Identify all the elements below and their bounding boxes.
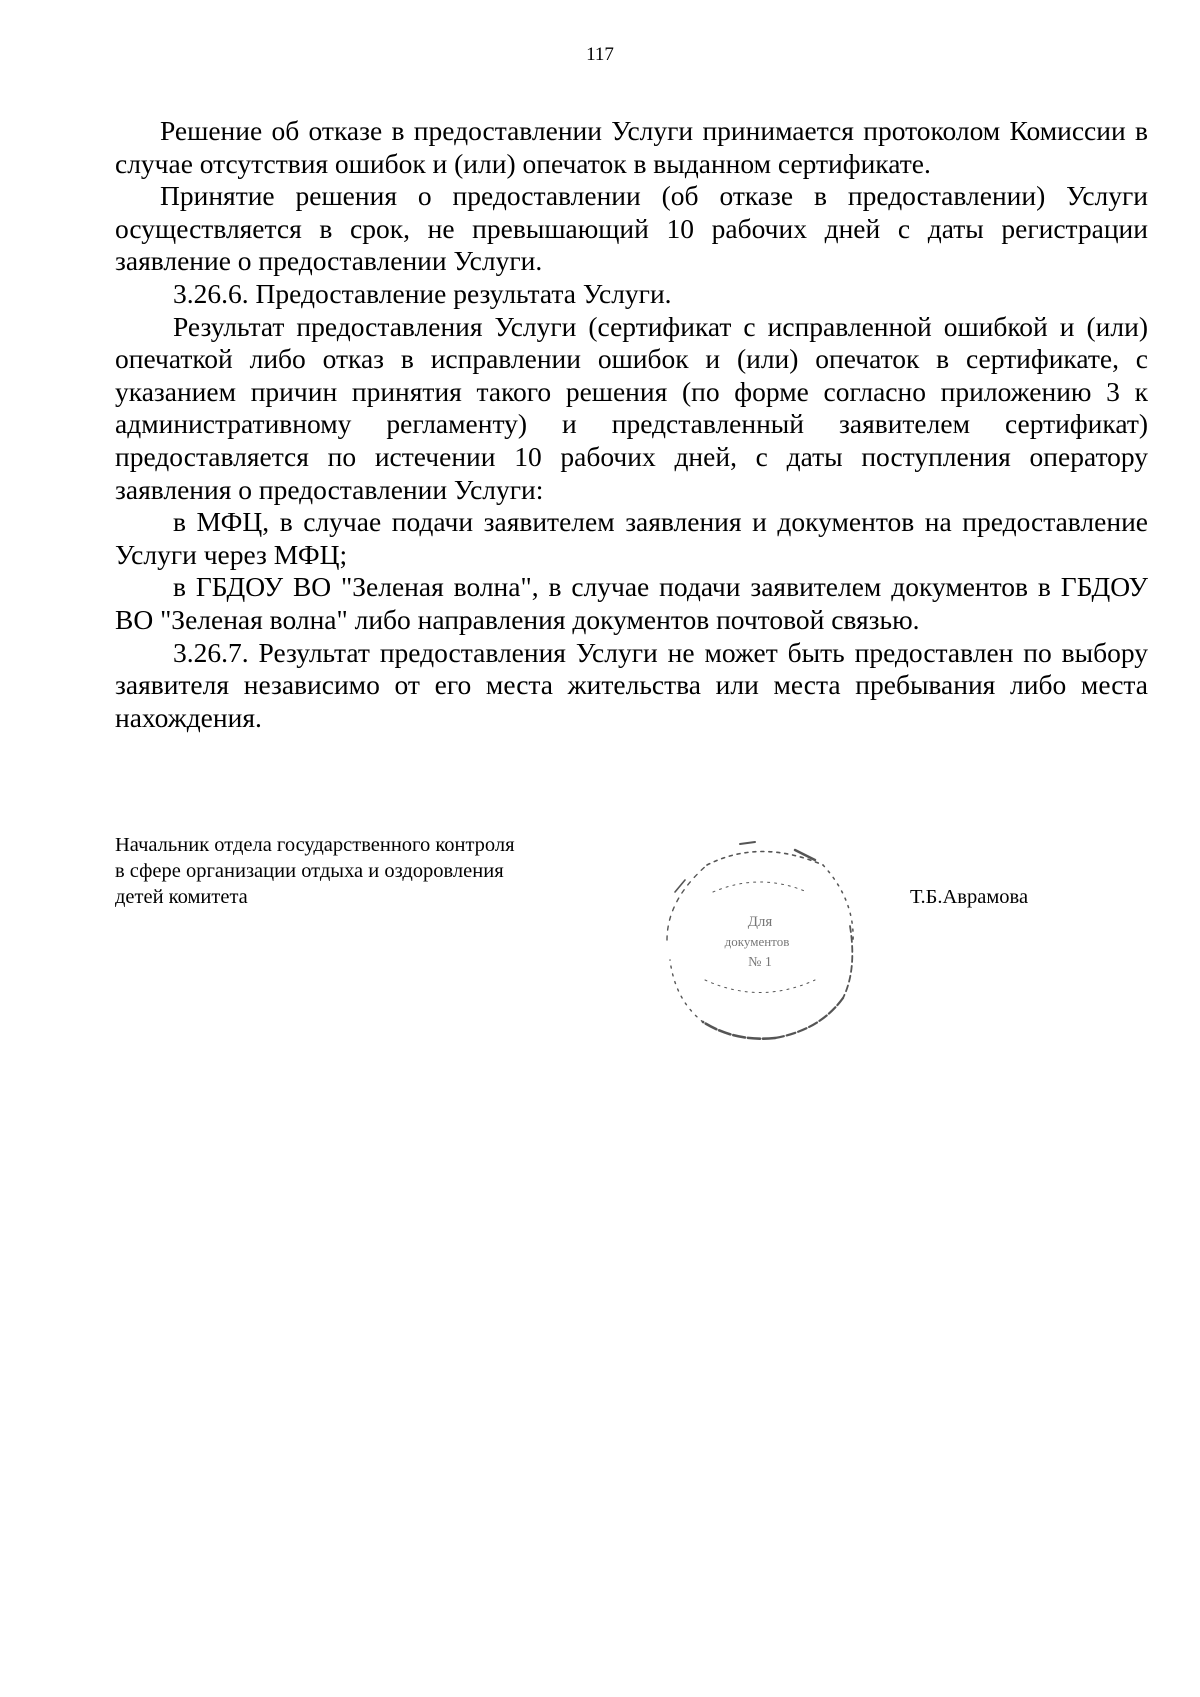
signature-position-line: в сфере организации отдыха и оздоровления <box>115 860 504 882</box>
signature-position-line: детей комитета <box>115 886 248 908</box>
paragraph-service-result: Результат предоставления Услуги (сертификат с исправленной ошибкой и (или) опечаткой либо отказ в исправлении ошибок и (или) опечаток в сертификате, с указанием причин принятия такого решения (по форме согласно приложению 3 к административному регламенту) и представленный заявителем сертификат) предоставляется по истечении 10 рабочих дней, с даты поступления оператору заявления о предоставлении Услуги: <box>115 310 1148 505</box>
round-seal-stamp-icon <box>645 830 875 1050</box>
section-3-26-7: 3.26.7. Результат предоставления Услуги не может быть предоставлен по выбору заявителя независимо от его места жительства или места пребывания либо места нахождения. <box>115 636 1148 733</box>
paragraph-refusal-decision: Решение об отказе в предоставлении Услуги принимается протоколом Комиссии в случае отсутствия ошибок и (или) опечаток в выданном сертификате. <box>115 115 1148 179</box>
list-item-gbdou: в ГБДОУ ВО "Зеленая волна", в случае подачи заявителем документов в ГБДОУ ВО "Зеленая волна" либо направления документов почтовой связью. <box>115 571 1148 635</box>
paragraph-decision-deadline: Принятие решения о предоставлении (об отказе в предоставлении) Услуги осуществляется в срок, не превышающий 10 рабочих дней с даты регистрации заявление о предоставлении Услуги. <box>115 180 1148 277</box>
stamp-text: Для <box>747 914 773 930</box>
signer-name: Т.Б.Аврамова <box>910 886 1029 908</box>
section-heading-3-26-6: 3.26.6. Предоставление результата Услуги. <box>173 277 672 309</box>
signature-position <box>115 832 635 910</box>
signature-position-line: Начальник отдела государственного контроля <box>115 834 515 856</box>
stamp-text: документов <box>724 934 790 949</box>
list-item-mfc: в МФЦ, в случае подачи заявителем заявления и документов на предоставление Услуги через МФЦ; <box>115 506 1148 570</box>
stamp-text: № 1 <box>748 955 772 970</box>
page-number: 117 <box>586 44 614 65</box>
document-body <box>115 115 1148 734</box>
